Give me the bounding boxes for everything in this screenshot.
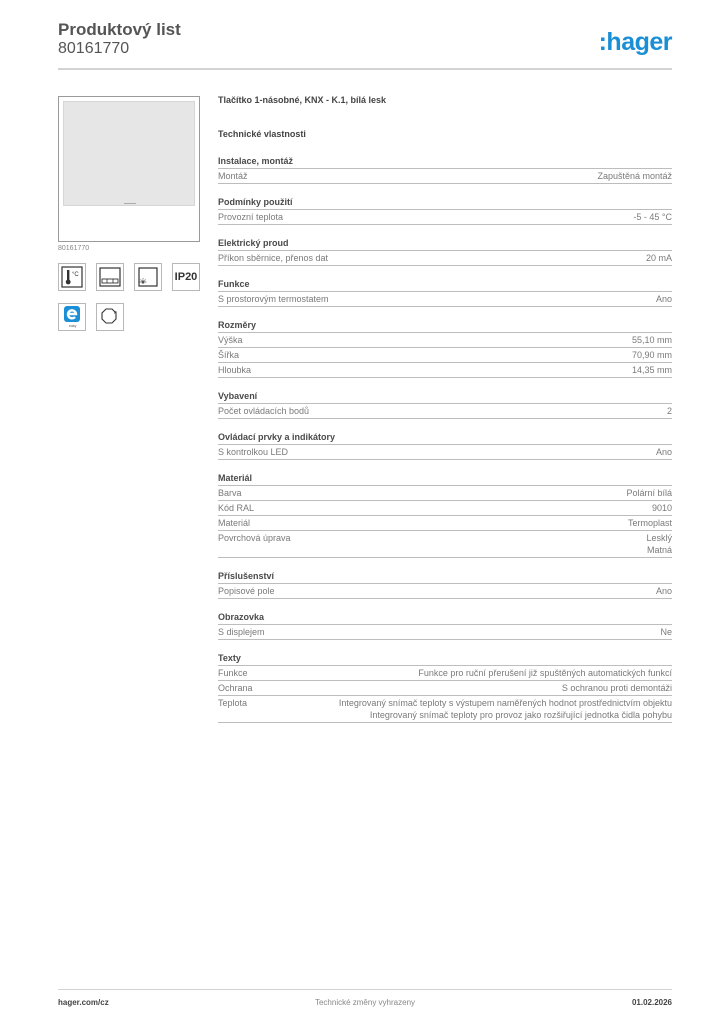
section-heading: Obrazovka — [218, 611, 672, 625]
spec-value — [251, 364, 672, 376]
spec-value — [242, 487, 672, 499]
ip-rating-icon: IP20 — [172, 263, 200, 291]
easy-app-icon — [58, 303, 86, 331]
spec-value-line: S ochranou proti demontáži — [561, 683, 672, 693]
footer-divider — [58, 989, 672, 990]
spec-row — [218, 681, 672, 696]
product-image-caption: 80161770 — [58, 245, 90, 252]
spec-row — [218, 333, 672, 348]
spec-value-line: 20 mA — [645, 253, 672, 263]
spec-value-line: Ne — [660, 627, 672, 637]
spec-row — [218, 486, 672, 501]
spec-row — [218, 292, 672, 307]
spec-value-line: -5 - 45 °C — [633, 212, 672, 222]
spec-value — [247, 697, 672, 721]
spec-section — [218, 155, 672, 184]
product-panel — [58, 96, 202, 331]
spec-key: Barva — [218, 488, 242, 498]
spec-row — [218, 666, 672, 681]
product-name: Tlačítko 1-násobné, KNX - K.1, bílá lesk — [218, 95, 387, 105]
spec-row — [218, 404, 672, 419]
spec-key: Kód RAL — [218, 503, 255, 513]
page-footer — [58, 998, 672, 1010]
spec-value — [243, 334, 672, 346]
spec-value-line: Funkce pro ruční přerušení již spuštěných automatických funkcí — [418, 668, 672, 678]
spec-value — [248, 170, 672, 182]
spec-key: S kontrolkou LED — [218, 447, 289, 457]
spec-key: Ochrana — [218, 683, 253, 693]
spec-key: Funkce — [218, 668, 248, 678]
spec-value-line: Termoplast — [627, 518, 672, 528]
spec-key: Příkon sběrnice, přenos dat — [218, 253, 329, 263]
spec-value — [265, 626, 672, 638]
spec-value — [291, 532, 672, 556]
spec-value-line: Polární bílá — [626, 488, 672, 498]
anti-theft-icon — [96, 303, 124, 331]
spec-value — [253, 682, 672, 694]
section-heading: Podmínky použití — [218, 196, 672, 210]
footer-date: 01.02.2026 — [631, 998, 672, 1007]
spec-key: Materiál — [218, 518, 251, 528]
spec-value — [329, 293, 672, 305]
footer-disclaimer: Technické změny vyhrazeny — [314, 998, 416, 1007]
spec-key: Povrchová úprava — [218, 533, 291, 543]
product-image-frame — [58, 96, 200, 242]
svg-text:°C: °C — [72, 272, 79, 278]
spec-value-line: Ano — [655, 586, 672, 596]
light-sensor-icon — [134, 263, 162, 291]
spec-value — [248, 667, 672, 679]
spec-value-line: 2 — [666, 406, 672, 416]
spec-row — [218, 210, 672, 225]
spec-key: S displejem — [218, 627, 265, 637]
spec-row — [218, 251, 672, 266]
spec-section — [218, 390, 672, 419]
footer-website-link[interactable]: hager.com/cz — [58, 998, 109, 1007]
spec-key: Výška — [218, 335, 243, 345]
spec-row — [218, 445, 672, 460]
spec-section — [218, 237, 672, 266]
header-divider — [58, 68, 672, 70]
spec-value-line: 9010 — [651, 503, 672, 513]
section-heading: Instalace, montáž — [218, 155, 672, 169]
product-code: 80161770 — [58, 40, 130, 57]
technical-properties-title: Technické vlastnosti — [218, 129, 306, 139]
spec-value-line: Integrovaný snímač teploty pro provoz jako rozšiřující jednotka čidla pohybu — [369, 710, 672, 720]
spec-section — [218, 278, 672, 307]
section-heading: Příslušenství — [218, 570, 672, 584]
spec-value — [250, 517, 672, 529]
spec-value-line: Integrovaný snímač teploty s výstupem naměřených hodnot prostřednictvím objektu — [338, 698, 672, 708]
section-heading: Ovládací prvky a indikátory — [218, 431, 672, 445]
spec-value-line: Matná — [646, 545, 672, 555]
feature-icons — [58, 263, 202, 331]
temperature-celsius-icon — [58, 263, 86, 291]
spec-key: Teplota — [218, 698, 248, 708]
spec-value-line: 55,10 mm — [631, 335, 672, 345]
spec-row — [218, 501, 672, 516]
spec-section — [218, 570, 672, 599]
spec-value-line: Zapuštěná montáž — [597, 171, 672, 181]
page-title: Produktový list — [58, 20, 181, 39]
spec-section — [218, 472, 672, 558]
display-buttons-icon — [96, 263, 124, 291]
product-image — [63, 101, 195, 206]
section-heading: Elektrický proud — [218, 237, 672, 251]
spec-row — [218, 625, 672, 640]
spec-value-line: 70,90 mm — [631, 350, 672, 360]
spec-row — [218, 348, 672, 363]
svg-text:easy: easy — [69, 324, 77, 328]
spec-key: S prostorovým termostatem — [218, 294, 329, 304]
spec-row — [218, 531, 672, 558]
spec-row — [218, 363, 672, 378]
spec-key: Počet ovládacích bodů — [218, 406, 310, 416]
svg-text:n: n — [114, 310, 117, 316]
spec-row — [218, 516, 672, 531]
spec-value — [328, 252, 672, 264]
section-heading: Vybavení — [218, 390, 672, 404]
spec-section — [218, 652, 672, 723]
section-heading: Funkce — [218, 278, 672, 292]
spec-key: Popisové pole — [218, 586, 275, 596]
spec-key: Šířka — [218, 350, 240, 360]
spec-section — [218, 431, 672, 460]
spec-value-line: Ano — [655, 294, 672, 304]
spec-section — [218, 196, 672, 225]
spec-key: Provozní teplota — [218, 212, 284, 222]
spec-row — [218, 584, 672, 599]
spec-section — [218, 319, 672, 378]
page-header — [58, 20, 672, 70]
spec-value — [288, 446, 672, 458]
spec-row — [218, 169, 672, 184]
spec-value — [239, 349, 672, 361]
spec-section — [218, 611, 672, 640]
section-heading: Rozměry — [218, 319, 672, 333]
product-details — [218, 95, 672, 723]
spec-sections — [218, 155, 672, 723]
section-heading: Texty — [218, 652, 672, 666]
spec-value — [283, 211, 672, 223]
spec-value-line: Ano — [655, 447, 672, 457]
spec-value — [309, 405, 672, 417]
spec-value — [254, 502, 672, 514]
spec-value — [275, 585, 672, 597]
spec-row — [218, 696, 672, 723]
spec-key: Hloubka — [218, 365, 252, 375]
spec-key: Montáž — [218, 171, 248, 181]
section-heading: Materiál — [218, 472, 672, 486]
hager-logo: :hager — [598, 28, 672, 56]
spec-value-line: Lesklý — [646, 533, 672, 543]
spec-value-line: 14,35 mm — [631, 365, 672, 375]
